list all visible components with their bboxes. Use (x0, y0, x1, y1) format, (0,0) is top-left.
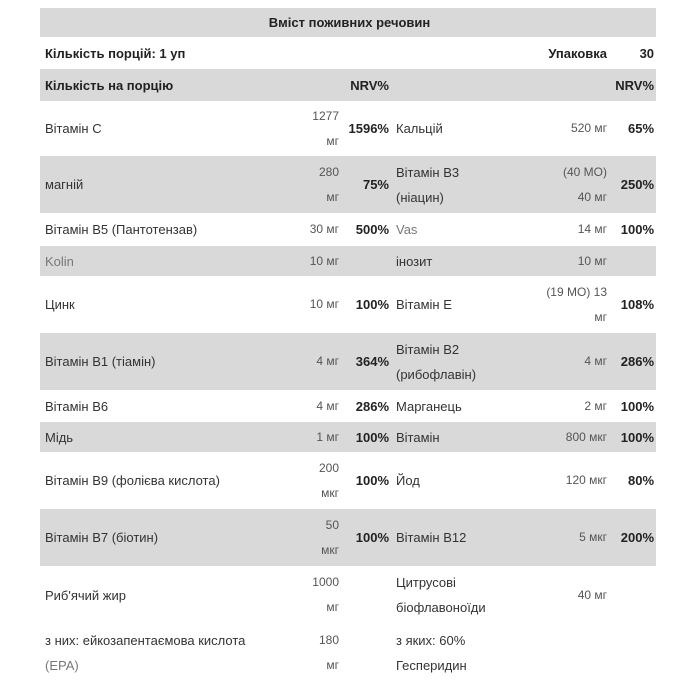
nutrient-name: Kolin (40, 246, 300, 276)
nutrient-nrv: 100% (620, 222, 655, 237)
table-row (40, 624, 656, 682)
nutrient-nrv: 100% (355, 473, 389, 488)
nutrient-amount: 180 мг (318, 633, 339, 672)
nutrient-name: Вітамін B9 (фолієва кислота) (45, 473, 220, 488)
nutrient-nrv: 286% (609, 333, 656, 390)
nutrient-amount: 10 мг (300, 246, 341, 276)
nutrient-amount: 14 мг (577, 222, 607, 236)
package-value: 30 (639, 45, 655, 61)
nutrient-nrv: 80% (628, 473, 655, 488)
nutrient-amount: 4 мг (524, 333, 609, 390)
nutrient-name: Vas (396, 222, 418, 237)
nutrient-nrv: 108% (620, 297, 655, 312)
nutrient-name: Вітамін Е (396, 297, 452, 312)
nutrient-amount: (19 МО) 13 мг (546, 284, 607, 324)
nutrient-nrv: 100% (620, 398, 655, 414)
nutrient-amount: (40 МО) 40 мг (524, 156, 609, 213)
nutrient-nrv (609, 624, 656, 682)
nutrient-nrv: 65% (628, 121, 655, 136)
nutrient-name: Вітамін B5 (Пантотензав) (45, 222, 198, 237)
table-title-row (40, 8, 656, 37)
nutrient-amount: 2 мг (584, 398, 607, 413)
nutrition-table (40, 8, 656, 682)
nutrient-amount: 40 мг (577, 587, 607, 602)
nutrient-amount: 120 мкг (565, 473, 607, 487)
per-serving-header: Кількість на порцію (40, 69, 341, 101)
nutrient-name: Цитрусові біофлавоноїди (396, 575, 486, 615)
table-row (40, 246, 656, 276)
nutrient-nrv (341, 246, 391, 276)
nutrient-name: Риб'ячий жир (45, 587, 126, 603)
table-row (40, 333, 656, 390)
nutrient-amount: 1277 мг (312, 108, 339, 148)
nutrient-name: Вітамін B6 (45, 398, 109, 414)
nutrient-name: Вітамін B12 (391, 509, 524, 566)
table-row (40, 213, 656, 246)
nutrient-nrv: 100% (609, 422, 656, 452)
table-row (40, 156, 656, 213)
nutrition-panel (40, 8, 656, 682)
nutrient-amount: 5 мкг (524, 509, 609, 566)
nutrient-amount: 4 мг (300, 333, 341, 390)
table-row (40, 101, 656, 156)
nutrient-nrv: 100% (341, 422, 391, 452)
table-title: Вміст поживних речовин (40, 8, 656, 37)
nutrient-nrv: 500% (355, 222, 389, 237)
nutrient-nrv: 1596% (348, 121, 389, 136)
nutrient-amount: 1000 мг (312, 575, 339, 614)
column-header-row (40, 69, 656, 101)
nutrient-amount: 520 мг (571, 121, 607, 135)
nutrient-amount: 50 мкг (300, 509, 341, 566)
nutrient-name: Йод (396, 473, 420, 488)
nutrient-name: Кальцій (396, 121, 443, 136)
nutrient-name: Вітамін B1 (тіамін) (40, 333, 300, 390)
nutrient-nrv: 286% (355, 398, 389, 414)
nutrient-nrv: 75% (341, 156, 391, 213)
table-row (40, 452, 656, 509)
table-row (40, 390, 656, 422)
servings-row (40, 37, 656, 69)
nutrient-name: Вітамін C (45, 121, 102, 136)
nutrient-nrv: 200% (609, 509, 656, 566)
nutrient-nrv: 364% (341, 333, 391, 390)
table-row (40, 509, 656, 566)
nutrient-amount: 280 мг (300, 156, 341, 213)
servings-label: Кількість порцій: 1 уп (45, 45, 186, 61)
nutrient-name: Марганець (396, 398, 462, 414)
nutrient-name: з них: ейкозапентаємова кислота (EPA) (45, 633, 246, 673)
nutrient-amount: 1 мг (300, 422, 341, 452)
nutrient-name: магній (40, 156, 300, 213)
nutrient-name: Вітамін B3 (ніацин) (391, 156, 524, 213)
nutrient-amount: 200 мкг (318, 460, 339, 500)
nutrient-nrv (609, 566, 656, 624)
nutrient-nrv: 100% (341, 509, 391, 566)
nutrient-amount: 10 мг (524, 246, 609, 276)
nutrient-name: Цинк (45, 297, 75, 312)
nutrient-nrv (609, 246, 656, 276)
nutrient-name: Вітамін B2 (рибофлавін) (391, 333, 524, 390)
nutrient-name: з яких: 60% Гесперидин (396, 633, 467, 673)
package-label: Упаковка (548, 45, 607, 61)
table-row (40, 566, 656, 624)
nutrient-name: Вітамін B7 (біотин) (40, 509, 300, 566)
nutrient-name: Мідь (40, 422, 300, 452)
nutrient-amount: 800 мкг (524, 422, 609, 452)
nrv-header-left: NRV% (341, 69, 391, 101)
nrv-header-right: NRV% (609, 69, 656, 101)
table-row (40, 276, 656, 333)
nutrient-amount: 4 мг (316, 398, 339, 413)
nutrient-name: інозит (391, 246, 524, 276)
nutrient-name: Вітамін (391, 422, 524, 452)
nutrient-amount: 10 мг (309, 297, 339, 311)
nutrient-nrv (341, 566, 391, 624)
table-row (40, 422, 656, 452)
nutrient-amount: 30 мг (309, 222, 339, 236)
nutrient-nrv: 250% (609, 156, 656, 213)
nutrient-nrv (341, 624, 391, 682)
nutrient-amount (524, 624, 609, 682)
nutrient-nrv: 100% (355, 297, 389, 312)
